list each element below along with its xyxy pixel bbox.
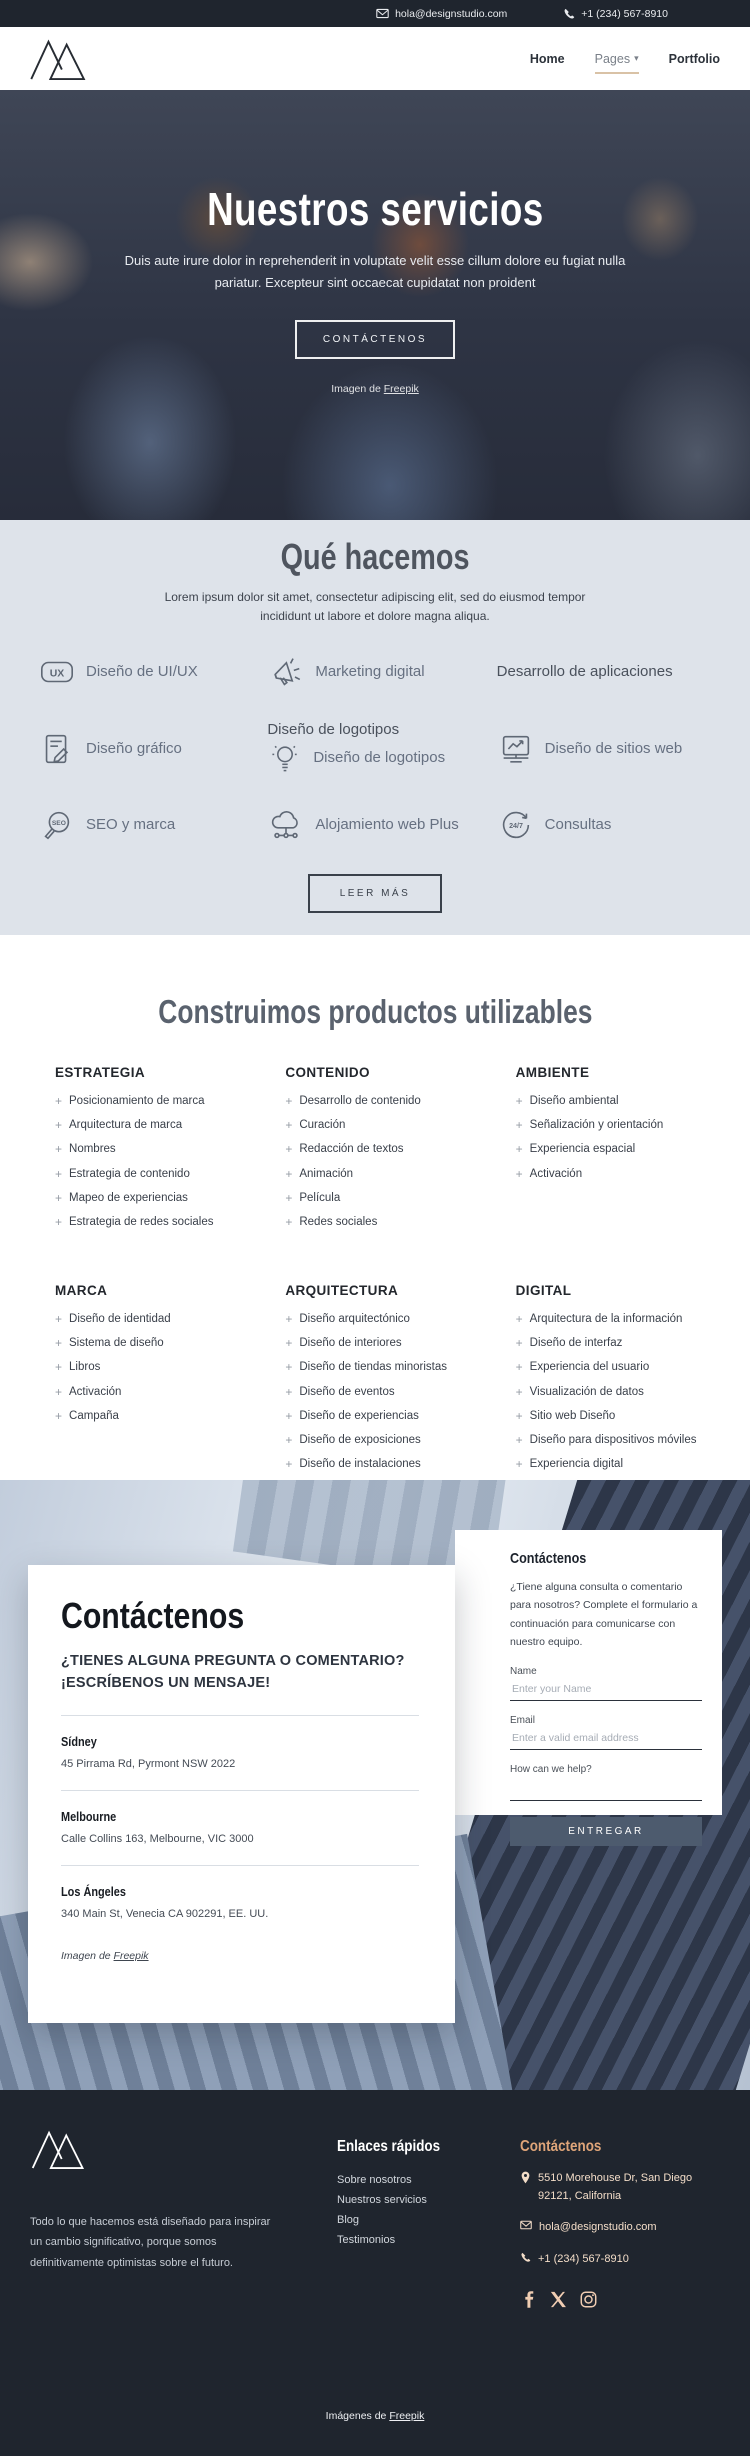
seo-magnifier-icon xyxy=(38,806,76,844)
footer-phone-link[interactable]: +1 (234) 567-8910 xyxy=(520,2251,720,2270)
footer-email-link[interactable]: hola@designstudio.com xyxy=(520,2219,720,2237)
form-description: ¿Tiene alguna consulta o comentario para nosotros? Complete el formulario a continuación para comunicarse con nuestro equipo. xyxy=(510,1581,698,1649)
phone-icon xyxy=(520,2251,531,2270)
capability-item: + Diseño de interiores xyxy=(285,1336,402,1351)
plus-icon: + xyxy=(55,1312,63,1327)
envelope-icon xyxy=(520,2219,532,2237)
nav-item-pages[interactable]: Pages ▾ xyxy=(595,52,639,74)
capability-item: + Diseño de experiencias xyxy=(285,1408,419,1423)
capability-group-arquitectura: ARQUITECTURA + Diseño arquitectónico + Diseño de interiores + Diseño de tiendas minoristas + Diseño de eventos + Diseño de experiencias + Diseño de exposiciones + Diseño de instalaciones xyxy=(285,1283,497,1481)
contact-card xyxy=(28,1565,455,2023)
plus-icon: + xyxy=(285,1142,293,1157)
capability-item: + Estrategia de redes sociales xyxy=(55,1214,214,1229)
capability-item: + Campaña xyxy=(55,1408,119,1423)
section-title: Construimos productos utilizables xyxy=(157,993,593,1030)
footer-link-services[interactable]: Nuestros servicios xyxy=(337,2194,427,2206)
capability-item: + Curación xyxy=(285,1118,346,1133)
lightbulb-icon xyxy=(267,740,303,776)
capability-group-estrategia: ESTRATEGIA + Posicionamiento de marca + Arquitectura de marca + Nombres + Estrategia de contenido + Mapeo de experiencias + Estrategia de redes sociales xyxy=(55,1065,267,1239)
footer-about-text: Todo lo que hacemos está diseñado para inspirar un cambio significativo, porque somos definitivamente optimistas sobre el futuro. xyxy=(30,2216,271,2269)
contact-cta-button[interactable]: CONTÁCTENOS xyxy=(295,320,455,359)
email-label: Email xyxy=(510,1714,536,1726)
service-item-consulting: 24/7 Consultas xyxy=(497,806,712,844)
svg-text:UX: UX xyxy=(49,668,65,680)
service-item-web-design: Diseño de sitios web xyxy=(497,730,712,768)
plus-icon: + xyxy=(515,1336,523,1351)
capability-item: + Mapeo de experiencias xyxy=(55,1190,188,1205)
capability-item: + Redes sociales xyxy=(285,1214,378,1229)
plus-icon: + xyxy=(55,1336,63,1351)
office-address: 45 Pirrama Rd, Pyrmont NSW 2022 xyxy=(61,1757,236,1770)
map-pin-icon xyxy=(520,2170,531,2191)
plus-icon: + xyxy=(285,1190,293,1205)
capability-item: + Experiencia espacial xyxy=(515,1142,636,1157)
section-subtitle: Lorem ipsum dolor sit amet, consectetur adipiscing elit, sed do eiusmod tempor incididunt ut labore et dolore magna aliqua. xyxy=(164,590,586,623)
hero-section xyxy=(0,90,750,520)
plus-icon: + xyxy=(285,1118,293,1133)
divider xyxy=(61,1790,419,1791)
svg-text:24/7: 24/7 xyxy=(508,822,523,831)
svg-text:SEO: SEO xyxy=(51,820,66,828)
plus-icon: + xyxy=(285,1432,293,1447)
section-title: Qué hacemos xyxy=(280,536,470,577)
plus-icon: + xyxy=(515,1118,523,1133)
service-item-app-development: Desarrollo de aplicaciones xyxy=(496,663,673,681)
services-grid xyxy=(0,653,750,844)
contact-form xyxy=(510,1666,702,1846)
page-title: Nuestros servicios xyxy=(206,183,544,235)
plus-icon: + xyxy=(285,1360,293,1375)
office-melbourne xyxy=(61,1809,419,1845)
contact-form-panel xyxy=(455,1530,722,1837)
footer-links-title: Enlaces rápidos xyxy=(337,2138,441,2155)
service-label-above: Diseño de logotipos xyxy=(267,721,400,739)
topbar-email: hola@designstudio.com xyxy=(395,7,508,20)
service-item-seo: SEO SEO y marca xyxy=(38,806,253,844)
ux-badge-icon xyxy=(38,653,76,691)
capability-item: + Estrategia de contenido xyxy=(55,1166,190,1181)
envelope-icon xyxy=(376,8,389,19)
footer-contact xyxy=(520,2138,720,2308)
footer-social-links xyxy=(520,2291,720,2308)
office-city: Melbourne xyxy=(61,1808,117,1824)
what-we-do-section xyxy=(0,520,750,935)
footer-logo[interactable] xyxy=(30,2128,88,2175)
instagram-icon[interactable] xyxy=(580,2291,597,2308)
freepik-link[interactable]: Freepik xyxy=(389,2410,425,2422)
logo[interactable] xyxy=(28,37,90,81)
capability-group-digital: DIGITAL + Arquitectura de la información + Diseño de interfaz + Experiencia del usuario + Visualización de datos + Sitio web Diseño + Diseño para dispositivos móviles + Experiencia digital xyxy=(516,1283,728,1481)
capability-item: + Experiencia del usuario xyxy=(515,1360,650,1375)
message-label: How can we help? xyxy=(510,1763,592,1775)
freepik-link[interactable]: Freepik xyxy=(383,383,419,396)
office-los-angeles xyxy=(61,1884,419,1920)
topbar-email-link[interactable] xyxy=(376,8,507,20)
plus-icon: + xyxy=(515,1142,523,1157)
plus-icon: + xyxy=(55,1094,63,1108)
plus-icon: + xyxy=(515,1360,523,1375)
office-address: 340 Main St, Venecia CA 902291, EE. UU. xyxy=(61,1907,269,1920)
plus-icon: + xyxy=(55,1408,63,1423)
card-subtitle: ¿TIENES ALGUNA PREGUNTA O COMENTARIO? ¡ESCRÍBENOS UN MENSAJE! xyxy=(61,1653,405,1691)
plus-icon: + xyxy=(55,1166,63,1181)
footer-link-about[interactable]: Sobre nosotros xyxy=(337,2174,412,2186)
card-image-credit: Imagen de Freepik xyxy=(61,1949,149,1962)
plus-icon: + xyxy=(285,1094,293,1108)
plus-icon: + xyxy=(285,1312,293,1327)
capabilities-grid xyxy=(0,1065,750,1481)
plus-icon: + xyxy=(515,1432,523,1447)
hero-subtitle: Duis aute irure dolor in reprehenderit in voluptate velit esse cillum dolore eu fugiat nulla pariatur. Excepteur sint occaecat cupidatat non proident xyxy=(124,253,626,291)
megaphone-icon xyxy=(267,653,305,691)
name-label: Name xyxy=(510,1665,537,1677)
plus-icon: + xyxy=(55,1214,63,1229)
read-more-button[interactable]: LEER MÁS xyxy=(308,874,443,913)
office-address: Calle Collins 163, Melbourne, VIC 3000 xyxy=(61,1832,254,1845)
chevron-down-icon: ▾ xyxy=(634,53,639,63)
plus-icon: + xyxy=(55,1384,63,1399)
capability-item: + Diseño de exposiciones xyxy=(285,1432,421,1447)
plus-icon: + xyxy=(285,1408,293,1423)
capability-item: + Diseño para dispositivos móviles xyxy=(515,1432,697,1447)
capability-item: + Arquitectura de marca xyxy=(55,1118,183,1133)
footer xyxy=(0,2090,750,2456)
navbar xyxy=(0,27,750,90)
nav-item-portfolio[interactable]: Portfolio xyxy=(668,51,720,66)
capability-item: + Diseño arquitectónico xyxy=(285,1312,410,1327)
plus-icon: + xyxy=(285,1457,293,1472)
plus-icon: + xyxy=(515,1312,523,1327)
nav-item-home[interactable]: Home xyxy=(529,51,565,66)
support-24-7-icon xyxy=(497,806,535,844)
capability-group-contenido: CONTENIDO + Desarrollo de contenido + Curación + Redacción de textos + Animación + Película + Redes sociales xyxy=(285,1065,497,1239)
plus-icon: + xyxy=(515,1457,523,1472)
plus-icon: + xyxy=(285,1214,293,1229)
x-twitter-icon[interactable] xyxy=(550,2291,567,2308)
plus-icon: + xyxy=(285,1336,293,1351)
service-item-marketing: Marketing digital xyxy=(267,653,482,691)
capability-item: + Sistema de diseño xyxy=(55,1336,164,1351)
footer-link-testimonials[interactable]: Testimonios xyxy=(337,2234,396,2246)
monitor-chart-icon xyxy=(497,730,535,768)
service-item-logo-design: Diseño de logotipos Diseño de logotipos xyxy=(267,721,482,776)
capability-item: + Posicionamiento de marca xyxy=(55,1094,205,1108)
plus-icon: + xyxy=(55,1360,63,1375)
footer-quick-links xyxy=(337,2138,460,2254)
office-city: Sídney xyxy=(61,1733,97,1749)
mountains-logo-icon xyxy=(28,37,90,81)
capability-item: + Activación xyxy=(515,1166,583,1181)
divider xyxy=(61,1715,419,1716)
phone-icon xyxy=(563,8,575,20)
name-field[interactable] xyxy=(510,1677,702,1701)
mountains-logo-icon xyxy=(30,2157,88,2174)
hero-image-credit: Imagen de Freepik xyxy=(331,383,419,396)
capability-item: + Visualización de datos xyxy=(515,1384,644,1399)
capability-item: + Desarrollo de contenido xyxy=(285,1094,421,1108)
plus-icon: + xyxy=(515,1384,523,1399)
capability-item: + Libros xyxy=(55,1360,101,1375)
plus-icon: + xyxy=(55,1118,63,1133)
plus-icon: + xyxy=(285,1384,293,1399)
nav-links xyxy=(530,52,720,66)
capability-group-ambiente: AMBIENTE + Diseño ambiental + Señalización y orientación + Experiencia espacial + Activación xyxy=(516,1065,728,1239)
submit-button[interactable]: ENTREGAR xyxy=(510,1817,702,1846)
office-sydney xyxy=(61,1734,419,1770)
capability-item: + Diseño de tiendas minoristas xyxy=(285,1360,448,1375)
capability-item: + Película xyxy=(285,1190,341,1205)
email-field[interactable] xyxy=(510,1726,702,1750)
capability-item: + Redacción de textos xyxy=(285,1142,404,1157)
freepik-link[interactable]: Freepik xyxy=(113,1949,149,1962)
topbar-phone-link[interactable] xyxy=(563,8,668,20)
plus-icon: + xyxy=(515,1094,523,1108)
plus-icon: + xyxy=(55,1190,63,1205)
message-field[interactable] xyxy=(510,1775,702,1801)
topbar xyxy=(0,0,750,27)
service-item-graphic-design: Diseño gráfico xyxy=(38,730,253,768)
capability-item: + Señalización y orientación xyxy=(515,1118,664,1133)
capability-item: + Nombres xyxy=(55,1142,116,1157)
service-item-ui-ux: UX Diseño de UI/UX xyxy=(38,653,253,691)
capability-item: + Animación xyxy=(285,1166,354,1181)
cloud-hosting-icon xyxy=(267,806,305,844)
capabilities-section xyxy=(0,935,750,1480)
capability-item: + Activación xyxy=(55,1384,122,1399)
capability-item: + Sitio web Diseño xyxy=(515,1408,616,1423)
form-title: Contáctenos xyxy=(510,1550,587,1567)
plus-icon: + xyxy=(285,1166,293,1181)
capability-item: + Diseño de eventos xyxy=(285,1384,395,1399)
capability-group-marca: MARCA + Diseño de identidad + Sistema de diseño + Libros + Activación + Campaña xyxy=(55,1283,267,1481)
plus-icon: + xyxy=(55,1142,63,1157)
plus-icon: + xyxy=(515,1166,523,1181)
capability-item: + Arquitectura de la información xyxy=(515,1312,683,1327)
capability-item: + Diseño de interfaz xyxy=(515,1336,623,1351)
capability-item: + Experiencia digital xyxy=(515,1457,624,1472)
footer-link-blog[interactable]: Blog xyxy=(337,2214,360,2226)
footer-address: 5510 Morehouse Dr, San Diego 92121, California xyxy=(520,2170,720,2205)
page-image-credit: Imágenes de Freepik xyxy=(325,2410,425,2422)
document-pen-icon xyxy=(38,730,76,768)
contact-section xyxy=(0,1480,750,2090)
footer-contact-title: Contáctenos xyxy=(520,2138,602,2155)
topbar-phone: +1 (234) 567-8910 xyxy=(581,7,668,20)
office-city: Los Ángeles xyxy=(61,1883,126,1899)
facebook-icon[interactable] xyxy=(520,2291,537,2308)
capability-item: + Diseño de identidad xyxy=(55,1312,171,1327)
service-item-hosting: Alojamiento web Plus xyxy=(267,806,482,844)
divider xyxy=(61,1865,419,1866)
capability-item: + Diseño de instalaciones xyxy=(285,1457,421,1472)
plus-icon: + xyxy=(515,1408,523,1423)
capability-item: + Diseño ambiental xyxy=(515,1094,619,1108)
card-title: Contáctenos xyxy=(61,1595,245,1636)
